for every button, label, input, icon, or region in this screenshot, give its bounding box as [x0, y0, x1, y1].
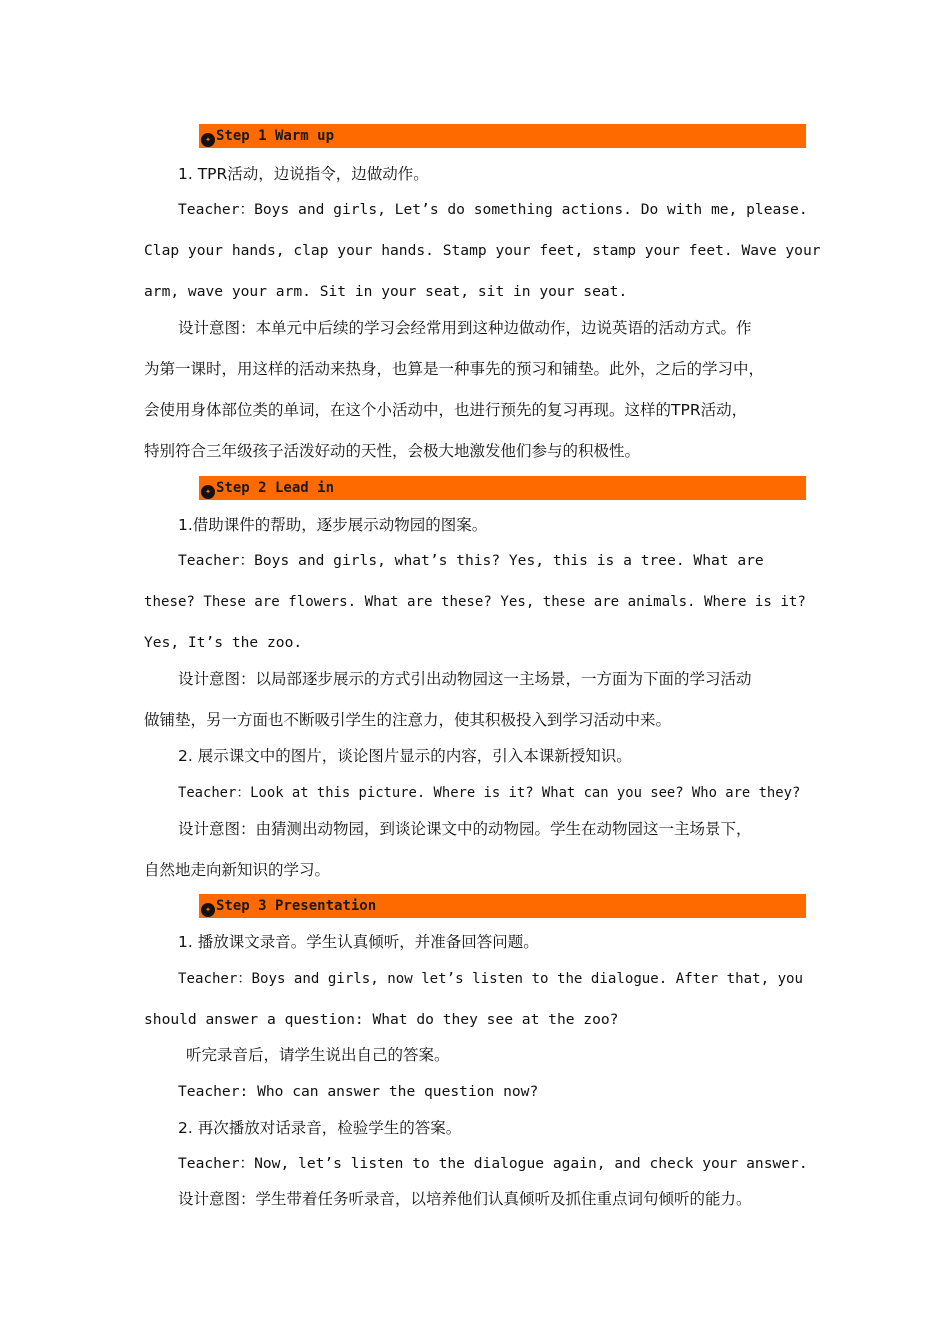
step3-note: 听完录音后，请学生说出自己的答案。: [186, 1046, 450, 1064]
step3-item-1: 1. 播放课文录音。学生认真倾听，并准备回答问题。: [178, 933, 539, 951]
step2-design-1-line-1: 设计意图：以局部逐步展示的方式引出动物园这一主场景，一方面为下面的学习活动: [178, 670, 752, 688]
step1-design-line-1: 设计意图：本单元中后续的学习会经常用到这种边做动作，边说英语的活动方式。作: [178, 319, 752, 337]
star-circle-icon: ✦: [201, 133, 215, 147]
step3-item-2: 2. 再次播放对话录音，检验学生的答案。: [178, 1119, 462, 1137]
step2-teacher-2: Teacher：Look at this picture. Where is it? What can you see? Who are they?: [178, 785, 801, 801]
step2-design-2-line-1: 设计意图：由猜测出动物园，到谈论课文中的动物园。学生在动物园这一主场景下，: [178, 820, 752, 838]
step1-teacher-line-3: arm, wave your arm. Sit in your seat, sit in your seat.: [144, 283, 628, 300]
step1-design-line-4: 特别符合三年级孩子活泼好动的天性，会极大地激发他们参与的积极性。: [144, 442, 641, 460]
star-circle-icon: ✦: [201, 485, 215, 499]
step1-item-1: 1. TPR活动，边说指令，边做动作。: [178, 165, 429, 183]
step1-teacher-line-1: Teacher：Boys and girls, Let’s do something actions. Do with me, please.: [178, 201, 808, 218]
step2-design-2-line-2: 自然地走向新知识的学习。: [144, 861, 331, 879]
step-2-heading: [199, 476, 806, 500]
step-1-title: Step 1 Warm up: [216, 128, 335, 144]
step3-teacher-line-2: should answer a question: What do they see at the zoo?: [144, 1011, 619, 1028]
step3-teacher-line-1: Teacher：Boys and girls, now let’s listen to the dialogue. After that, you: [178, 971, 804, 987]
step-1-heading: [199, 124, 806, 148]
step2-teacher-line-3: Yes, It’s the zoo.: [144, 634, 303, 651]
step2-teacher-line-2: these? These are flowers. What are these? Yes, these are animals. Where is it?: [144, 594, 806, 610]
step2-design-1-line-2: 做铺垫，另一方面也不断吸引学生的注意力，使其积极投入到学习活动中来。: [144, 711, 672, 729]
step1-design-line-3: 会使用身体部位类的单词，在这个小活动中，也进行预先的复习再现。这样的TPR活动，: [144, 401, 748, 419]
star-circle-icon: ✦: [201, 903, 215, 917]
step2-item-1: 1.借助课件的帮助，逐步展示动物园的图案。: [178, 516, 488, 534]
step3-teacher-3: Teacher：Now, let’s listen to the dialogue again, and check your answer.: [178, 1155, 808, 1172]
step3-design: 设计意图：学生带着任务听录音，以培养他们认真倾听及抓住重点词句倾听的能力。: [178, 1190, 752, 1208]
step2-item-2: 2. 展示课文中的图片，谈论图片显示的内容，引入本课新授知识。: [178, 747, 632, 765]
step1-teacher-line-2: Clap your hands, clap your hands. Stamp your feet, stamp your feet. Wave your: [144, 242, 821, 259]
step-3-title: Step 3 Presentation: [216, 898, 377, 914]
step-3-heading: [199, 894, 806, 918]
step2-teacher-line-1: Teacher：Boys and girls, what’s this? Yes, this is a tree. What are: [178, 552, 764, 569]
step1-design-line-2: 为第一课时，用这样的活动来热身，也算是一种事先的预习和铺垫。此外，之后的学习中，: [144, 360, 765, 378]
step-2-title: Step 2 Lead in: [216, 480, 335, 496]
step3-teacher-2: Teacher: Who can answer the question now?: [178, 1083, 539, 1100]
